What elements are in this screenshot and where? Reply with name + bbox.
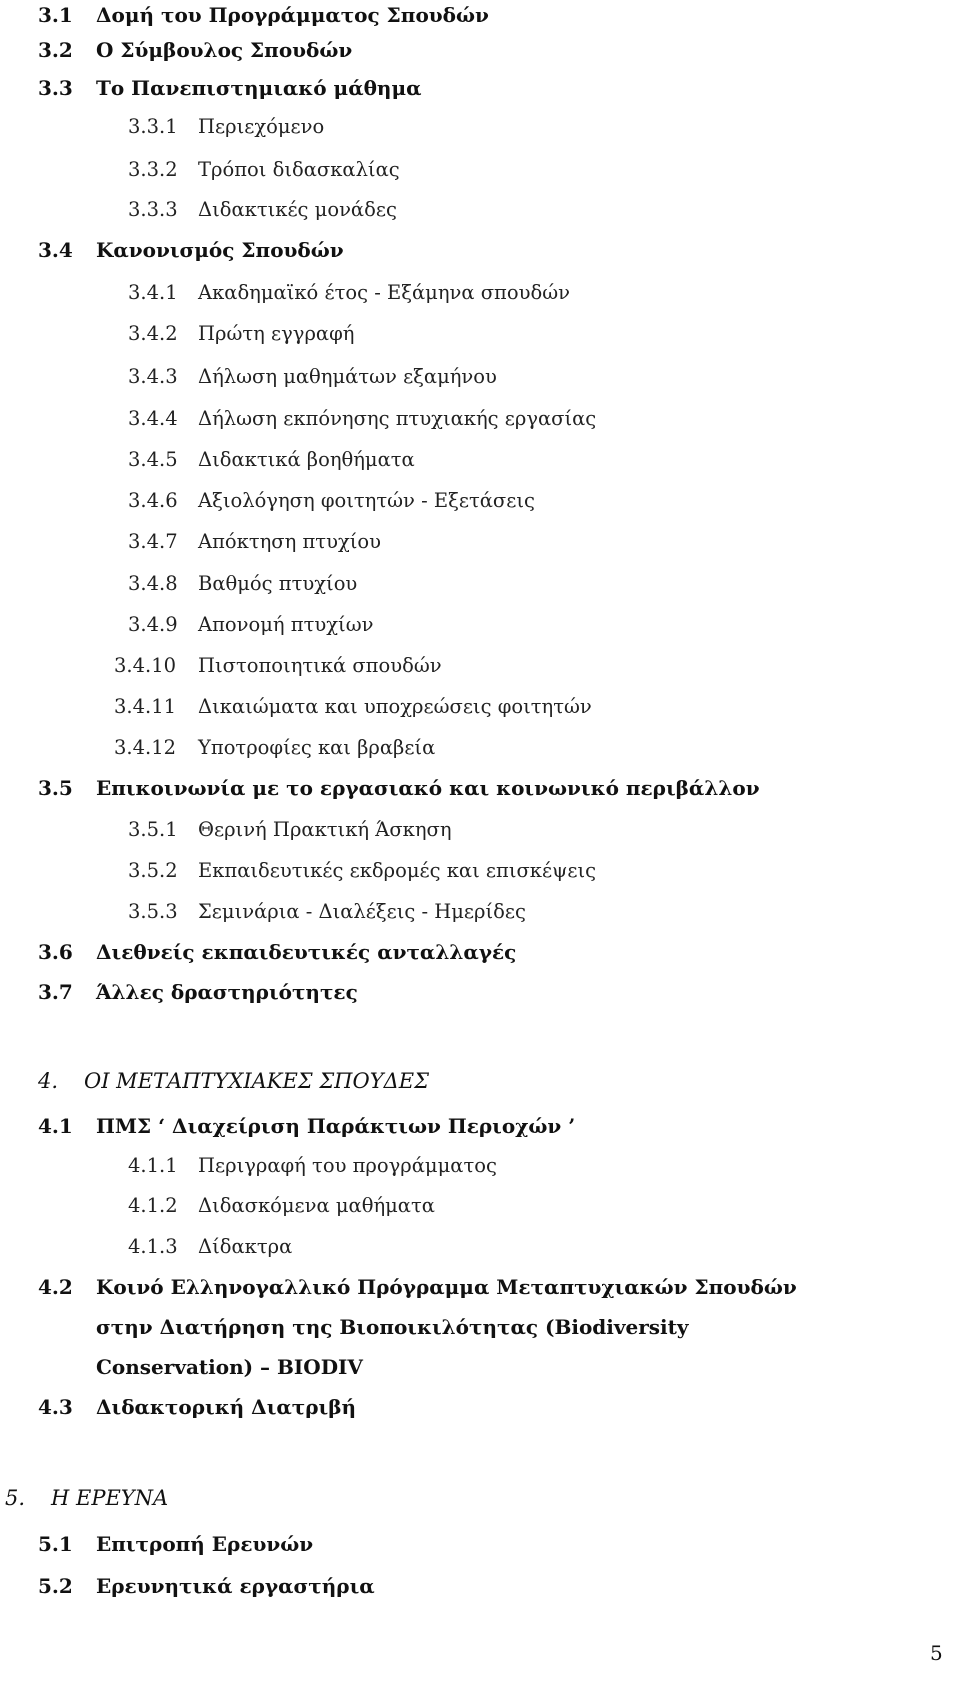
toc-title: Άλλες δραστηριότητες <box>96 980 358 1004</box>
toc-title: στην Διατήρηση της Βιοποικιλότητας (Biodiversity <box>96 1315 689 1339</box>
toc-title: Διεθνείς εκπαιδευτικές ανταλλαγές <box>96 940 517 964</box>
toc-number: 3.4.6 <box>128 489 178 512</box>
toc-number: 3.4 <box>38 238 73 262</box>
toc-title: Αξιολόγηση φοιτητών - Εξετάσεις <box>198 489 535 512</box>
toc-title: Θερινή Πρακτική Άσκηση <box>198 818 452 841</box>
toc-number: 4.1.2 <box>128 1194 178 1217</box>
toc-title: Κανονισμός Σπουδών <box>96 238 344 262</box>
toc-title: Δήλωση μαθημάτων εξαμήνου <box>198 365 497 388</box>
toc-title: Επικοινωνία με το εργασιακό και κοινωνικό περιβάλλον <box>96 776 760 800</box>
toc-number: 3.5 <box>38 776 73 800</box>
toc-title: Διδακτορική Διατριβή <box>96 1395 357 1419</box>
toc-title: Απόκτηση πτυχίου <box>198 530 382 553</box>
toc-title: Διδασκόμενα μαθήματα <box>198 1194 435 1217</box>
toc-number: 3.3.2 <box>128 158 178 181</box>
toc-title: Το Πανεπιστημιακό μάθημα <box>96 76 422 100</box>
toc-number: 3.4.11 <box>114 695 177 718</box>
toc-number: 4.1 <box>38 1114 73 1138</box>
toc-number: 5.2 <box>38 1574 73 1598</box>
toc-title: Τρόποι διδασκαλίας <box>198 158 400 181</box>
toc-title: ΠΜΣ ‘ Διαχείριση Παράκτιων Περιοχών ’ <box>96 1114 576 1138</box>
toc-number: 5.1 <box>38 1532 73 1556</box>
toc-number: 4.3 <box>38 1395 73 1419</box>
toc-number: 3.5.3 <box>128 900 178 923</box>
toc-title: Πρώτη εγγραφή <box>198 322 355 345</box>
toc-title: Βαθμός πτυχίου <box>198 572 358 595</box>
toc-title: Διδακτικές μονάδες <box>198 198 397 221</box>
toc-number: 3.2 <box>38 38 73 62</box>
toc-number: 3.4.9 <box>128 613 178 636</box>
toc-number: 4.2 <box>38 1275 73 1299</box>
toc-title: Δήλωση εκπόνησης πτυχιακής εργασίας <box>198 407 597 430</box>
toc-title: Δίδακτρα <box>198 1235 293 1258</box>
toc-number: 3.4.12 <box>114 736 177 759</box>
toc-number: 3.5.1 <box>128 818 178 841</box>
toc-title: Περιγραφή του προγράμματος <box>198 1154 497 1177</box>
toc-title: Η ΕΡΕΥΝΑ <box>51 1486 169 1510</box>
toc-title: Διδακτικά βοηθήματα <box>198 448 415 471</box>
toc-number: 3.4.10 <box>114 654 177 677</box>
toc-number: 3.3.1 <box>128 115 178 138</box>
toc-number: 3.4.2 <box>128 322 178 345</box>
toc-number: 3.4.8 <box>128 572 178 595</box>
toc-number: 4. <box>38 1069 59 1093</box>
toc-number: 4.1.1 <box>128 1154 178 1177</box>
toc-number: 3.5.2 <box>128 859 178 882</box>
toc-number: 3.3.3 <box>128 198 178 221</box>
toc-title: Ερευνητικά εργαστήρια <box>96 1574 375 1598</box>
toc-number: 3.3 <box>38 76 73 100</box>
toc-number: 3.4.1 <box>128 281 178 304</box>
toc-number: 3.4.3 <box>128 365 178 388</box>
toc-title: Υποτροφίες και βραβεία <box>198 736 436 759</box>
toc-title: Δικαιώματα και υποχρεώσεις φοιτητών <box>198 695 592 718</box>
toc-title: Πιστοποιητικά σπουδών <box>198 654 442 677</box>
toc-title: Ακαδημαϊκό έτος - Εξάμηνα σπουδών <box>198 281 570 304</box>
toc-title: Επιτροπή Ερευνών <box>96 1532 314 1556</box>
toc-number: 5. <box>5 1486 26 1510</box>
toc-number: 3.4.5 <box>128 448 178 471</box>
toc-title: Σεμινάρια - Διαλέξεις - Ημερίδες <box>198 900 526 923</box>
toc-number: 3.4.7 <box>128 530 178 553</box>
toc-number: 4.1.3 <box>128 1235 178 1258</box>
toc-title: Απονομή πτυχίων <box>198 613 374 636</box>
toc-number: 3.4.4 <box>128 407 178 430</box>
toc-title: Εκπαιδευτικές εκδρομές και επισκέψεις <box>198 859 597 882</box>
toc-title: ΟΙ ΜΕΤΑΠΤΥΧΙΑΚΕΣ ΣΠΟΥΔΕΣ <box>84 1069 429 1093</box>
toc-title: Conservation) – BIODIV <box>96 1355 363 1379</box>
toc-number: 3.6 <box>38 940 73 964</box>
toc-number: 3.1 <box>38 3 73 27</box>
page-number: 5 <box>930 1641 943 1665</box>
toc-title: Δομή του Προγράμματος Σπουδών <box>96 3 489 27</box>
toc-number: 3.7 <box>38 980 73 1004</box>
toc-title: Κοινό Ελληνογαλλικό Πρόγραμμα Μεταπτυχιακών Σπουδών <box>96 1275 797 1299</box>
toc-title: Περιεχόμενο <box>198 115 325 138</box>
toc-title: Ο Σύμβουλος Σπουδών <box>96 38 353 62</box>
